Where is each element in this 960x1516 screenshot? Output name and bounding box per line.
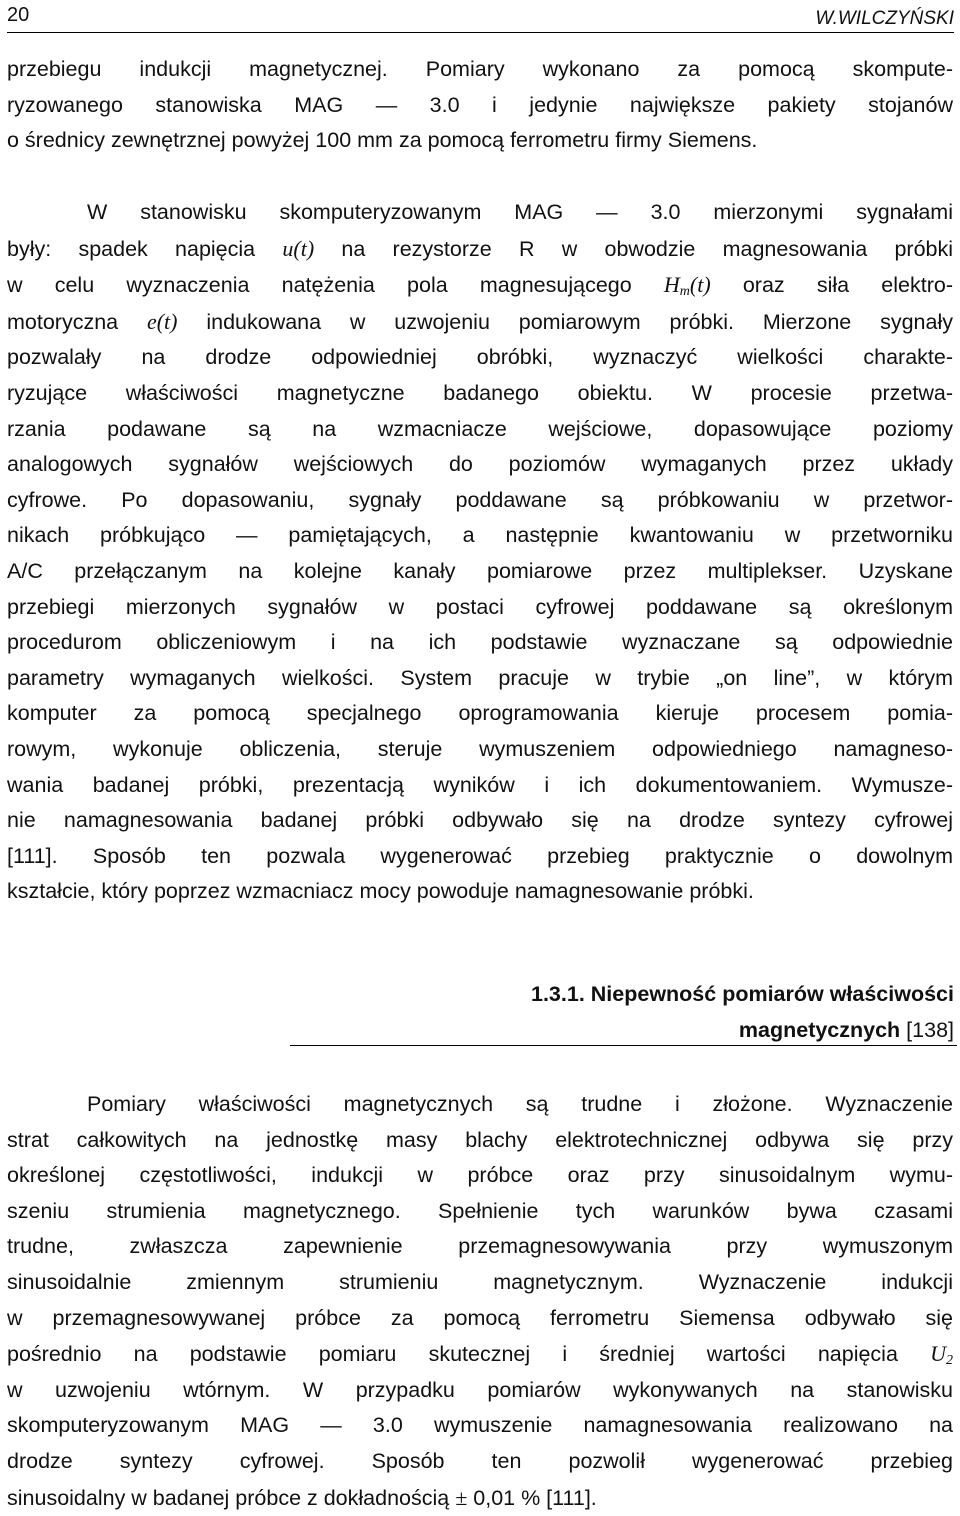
text-line: pośrednio na podstawie pomiaru skutecznej i średniej wartości napięcia $U_2$ <box>7 1341 953 1369</box>
paragraph-2 <box>7 195 953 910</box>
text-line: A/C przełączanym na kolejne kanały pomiarowe przez multiplekser. Uzyskane <box>7 558 953 583</box>
text-line: skomputeryzowanym MAG — 3.0 wymuszenie namagnesowania realizowano na <box>7 1413 953 1438</box>
text-line: parametry wymaganych wielkości. System pracuje w trybie „on line”, w którym <box>7 665 953 690</box>
text-line: wania badanej próbki, prezentacją wyników i ich dokumentowaniem. Wymusze- <box>7 772 953 797</box>
text-line: cyfrowe. Po dopasowaniu, sygnały poddawane są próbkowaniu w przetwor- <box>7 487 953 512</box>
text-line: w uzwojeniu wtórnym. W przypadku pomiarów wykonywanych na stanowisku <box>7 1377 953 1402</box>
text-line: przebiegu indukcji magnetycznej. Pomiary wykonano za pomocą skompute- <box>7 57 953 81</box>
text-line: przebiegi mierzonych sygnałów w postaci cyfrowej poddawane są określonym <box>7 594 953 619</box>
text-line: szeniu strumienia magnetycznego. Spełnienie tych warunków bywa czasami <box>7 1198 953 1223</box>
symbol-hm-t: $H_m(t)$ <box>663 272 711 300</box>
running-author: W.WILCZYŃSKI <box>815 8 954 29</box>
text-line: nikach próbkująco — pamiętających, a następnie kwantowaniu w przetworniku <box>7 523 953 548</box>
heading-underline <box>290 1045 957 1046</box>
text-line: W stanowisku skomputeryzowanym MAG — 3.0 mierzonymi sygnałami <box>87 200 953 224</box>
text-line: strat całkowitych na jednostkę masy blachy elektrotechnicznej odbywa się przy <box>7 1127 953 1152</box>
page-number: 20 <box>7 4 30 26</box>
section-title-line-1: 1.3.1. Niepewność pomiarów właściwości <box>531 982 954 1006</box>
text-line: [111]. Sposób ten pozwala wygenerować przebieg praktycznie o dowolnym <box>7 843 953 868</box>
text-line: w celu wyznaczenia natężenia pola magnesującego $H_m(t)$ oraz siła elektro- <box>7 272 953 300</box>
plus-minus-symbol: ± <box>455 1484 468 1510</box>
symbol-e-t: e(t) <box>146 308 178 334</box>
text-line: sinusoidalny w badanej próbce z dokładnością ± 0,01 % [111]. <box>7 1484 597 1510</box>
text-line: ryzujące właściwości magnetyczne badanego obiektu. W procesie przetwa- <box>7 380 953 405</box>
text-line: procedurom obliczeniowym i na ich podstawie wyznaczane są odpowiednie <box>7 630 953 655</box>
text-line: rowym, wykonuje obliczenia, steruje wymuszeniem odpowiedniego namagneso- <box>7 736 953 761</box>
text-line: sinusoidalnie zmiennym strumieniu magnetycznym. Wyznaczenie indukcji <box>7 1269 953 1294</box>
section-title-line-2: magnetycznych <box>738 1018 901 1042</box>
text-line: w przemagnesowywanej próbce za pomocą ferrometru Siemensa odbywało się <box>7 1305 953 1330</box>
text-line: Pomiary właściwości magnetycznych są trudne i złożone. Wyznaczenie <box>87 1092 953 1116</box>
text-line: o średnicy zewnętrznej powyżej 100 mm za pomocą ferrometru firmy Siemens. <box>7 128 758 153</box>
text-line: rzania podawane są na wzmacniacze wejściowe, dopasowujące poziomy <box>7 416 953 441</box>
text-line: kształcie, który poprzez wzmacniacz mocy powoduje namagnesowanie próbki. <box>7 879 754 904</box>
running-header <box>7 2 954 33</box>
text-line: określonej częstotliwości, indukcji w próbce oraz przy sinusoidalnym wymu- <box>7 1163 953 1188</box>
text-line: komputer za pomocą specjalnego oprogramowania kieruje procesem pomia- <box>7 701 953 726</box>
paragraph-3 <box>7 1087 953 1516</box>
text-line: trudne, zwłaszcza zapewnienie przemagnesowywania przy wymuszonym <box>7 1234 953 1259</box>
text-line: drodze syntezy cyfrowej. Sposób ten pozwolił wygenerować przebieg <box>7 1448 953 1473</box>
text-line: motoryczna e(t) indukowana w uzwojeniu pomiarowym próbki. Mierzone sygnały <box>7 308 953 334</box>
symbol-u-t: u(t) <box>282 235 315 261</box>
text-line: pozwalały na drodze odpowiedniej obróbki, wyznaczyć wielkości charakte- <box>7 345 953 370</box>
paragraph-1 <box>7 52 953 159</box>
text-line: analogowych sygnałów wejściowych do poziomów wymaganych przez układy <box>7 452 953 477</box>
section-reference: [138] <box>900 1018 954 1042</box>
symbol-u2: $U_2$ <box>930 1341 953 1369</box>
text-line: nie namagnesowania badanej próbki odbywało się na drodze syntezy cyfrowej <box>7 808 953 833</box>
section-heading <box>290 976 954 1048</box>
text-line: były: spadek napięcia u(t) na rezystorze R w obwodzie magnesowania próbki <box>7 235 954 261</box>
text-line: ryzowanego stanowiska MAG — 3.0 i jedynie największe pakiety stojanów <box>7 92 953 117</box>
